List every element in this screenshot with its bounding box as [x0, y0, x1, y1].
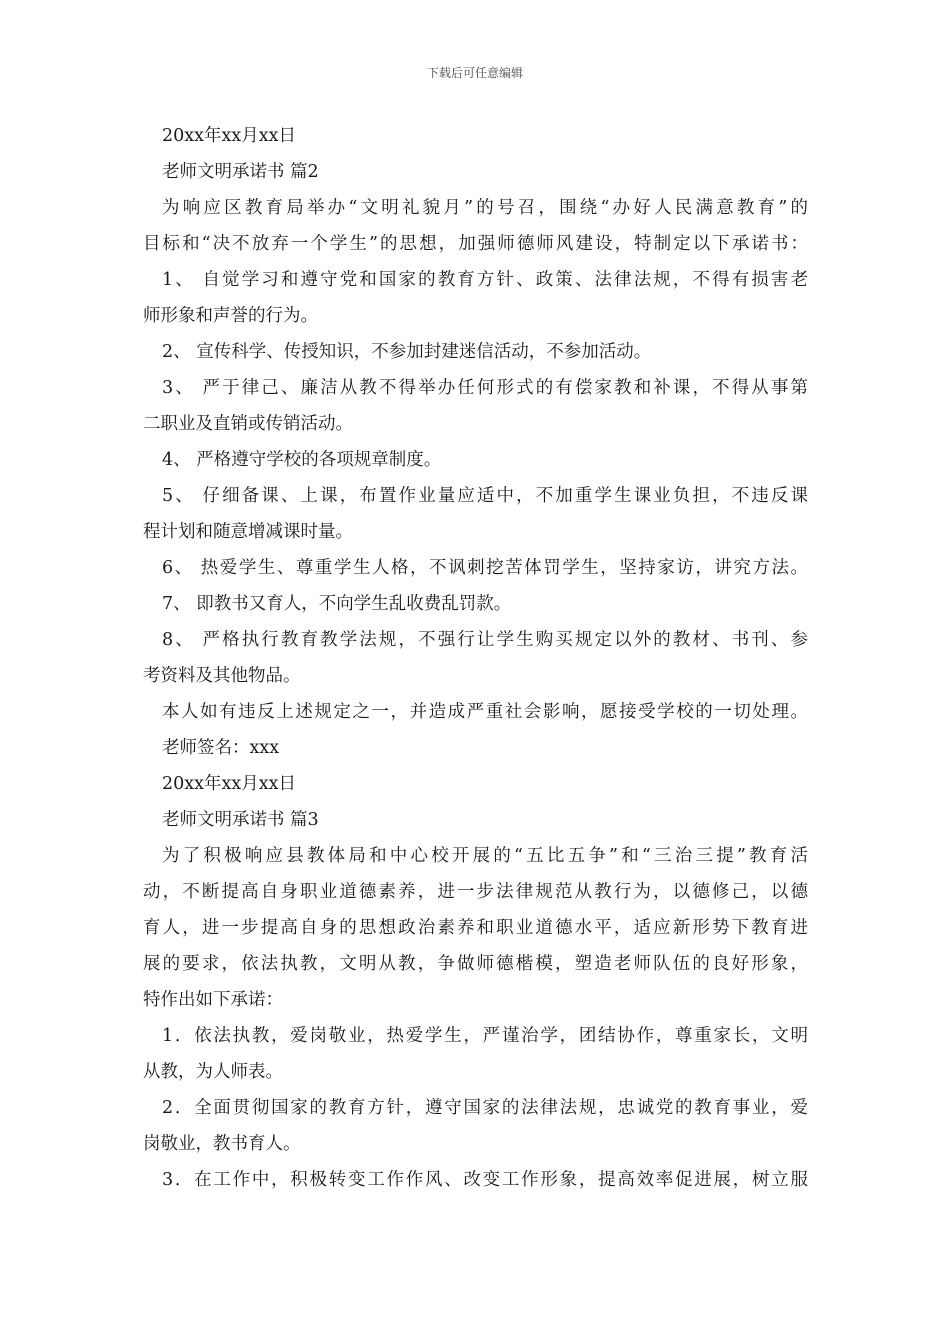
- list-item-continuation: 师形象和声誉的行为。: [143, 306, 318, 326]
- paragraph-line: 本人如有违反上述规定之一，并造成严重社会影响，愿接受学校的一切处理。: [162, 702, 808, 722]
- list-item: 3、 严于律己、廉洁从教不得举办任何形式的有偿家教和补课，不得从事第: [162, 378, 808, 398]
- list-item: 6、 热爱学生、尊重学生人格，不讽刺挖苦体罚学生，坚持家访，讲究方法。: [162, 558, 808, 578]
- page-header: 下载后可任意编辑: [426, 66, 523, 80]
- date-line: 20xx年xx月xx日: [162, 774, 296, 794]
- paragraph-line: 目标和“决不放弃一个学生”的思想，加强师德师风建设，特制定以下承诺书：: [143, 234, 808, 254]
- paragraph-line: 展的要求，依法执教，文明从教，争做师德楷模，塑造老师队伍的良好形象，: [143, 954, 808, 974]
- list-item-continuation: 考资料及其他物品。: [143, 666, 301, 686]
- list-item: 7、 即教书又育人，不向学生乱收费乱罚款。: [162, 594, 512, 614]
- list-item: 8、 严格执行教育教学法规，不强行让学生购买规定以外的教材、书刊、参: [162, 630, 808, 650]
- paragraph-line: 为了积极响应县教体局和中心校开展的“五比五争”和“三治三提”教育活: [162, 846, 808, 866]
- paragraph-line: 为响应区教育局举办“文明礼貌月”的号召，围绕“办好人民满意教育”的: [162, 198, 808, 218]
- document-body: [143, 118, 808, 1198]
- list-item: 3．在工作中，积极转变工作作风、改变工作形象，提高效率促进展，树立服: [162, 1170, 808, 1190]
- list-item: 1．依法执教，爱岗敬业，热爱学生，严谨治学，团结协作，尊重家长，文明: [162, 1026, 808, 1046]
- signature-line: 老师签名：xxx: [162, 738, 280, 758]
- paragraph-line: 动，不断提高自身职业道德素养，进一步法律规范从教行为，以德修己，以德: [143, 882, 808, 902]
- section-title: 老师文明承诺书 篇3: [162, 810, 319, 830]
- list-item-continuation: 岗敬业，教书育人。: [143, 1134, 301, 1154]
- date-line: 20xx年xx月xx日: [162, 126, 296, 146]
- list-item: 2、 宣传科学、传授知识，不参加封建迷信活动，不参加活动。: [162, 342, 652, 362]
- list-item: 1、 自觉学习和遵守党和国家的教育方针、政策、法律法规，不得有损害老: [162, 270, 808, 290]
- list-item-continuation: 程计划和随意增减课时量。: [143, 522, 353, 542]
- list-item: 4、 严格遵守学校的各项规章制度。: [162, 450, 442, 470]
- list-item-continuation: 从教，为人师表。: [143, 1062, 283, 1082]
- paragraph-line: 特作出如下承诺：: [143, 990, 283, 1010]
- paragraph-line: 育人，进一步提高自身的思想政治素养和职业道德水平，适应新形势下教育进: [143, 918, 808, 938]
- list-item: 5、 仔细备课、上课，布置作业量应适中，不加重学生课业负担，不违反课: [162, 486, 808, 506]
- list-item-continuation: 二职业及直销或传销活动。: [143, 414, 353, 434]
- list-item: 2．全面贯彻国家的教育方针，遵守国家的法律法规，忠诚党的教育事业，爱: [162, 1098, 808, 1118]
- section-title: 老师文明承诺书 篇2: [162, 162, 319, 182]
